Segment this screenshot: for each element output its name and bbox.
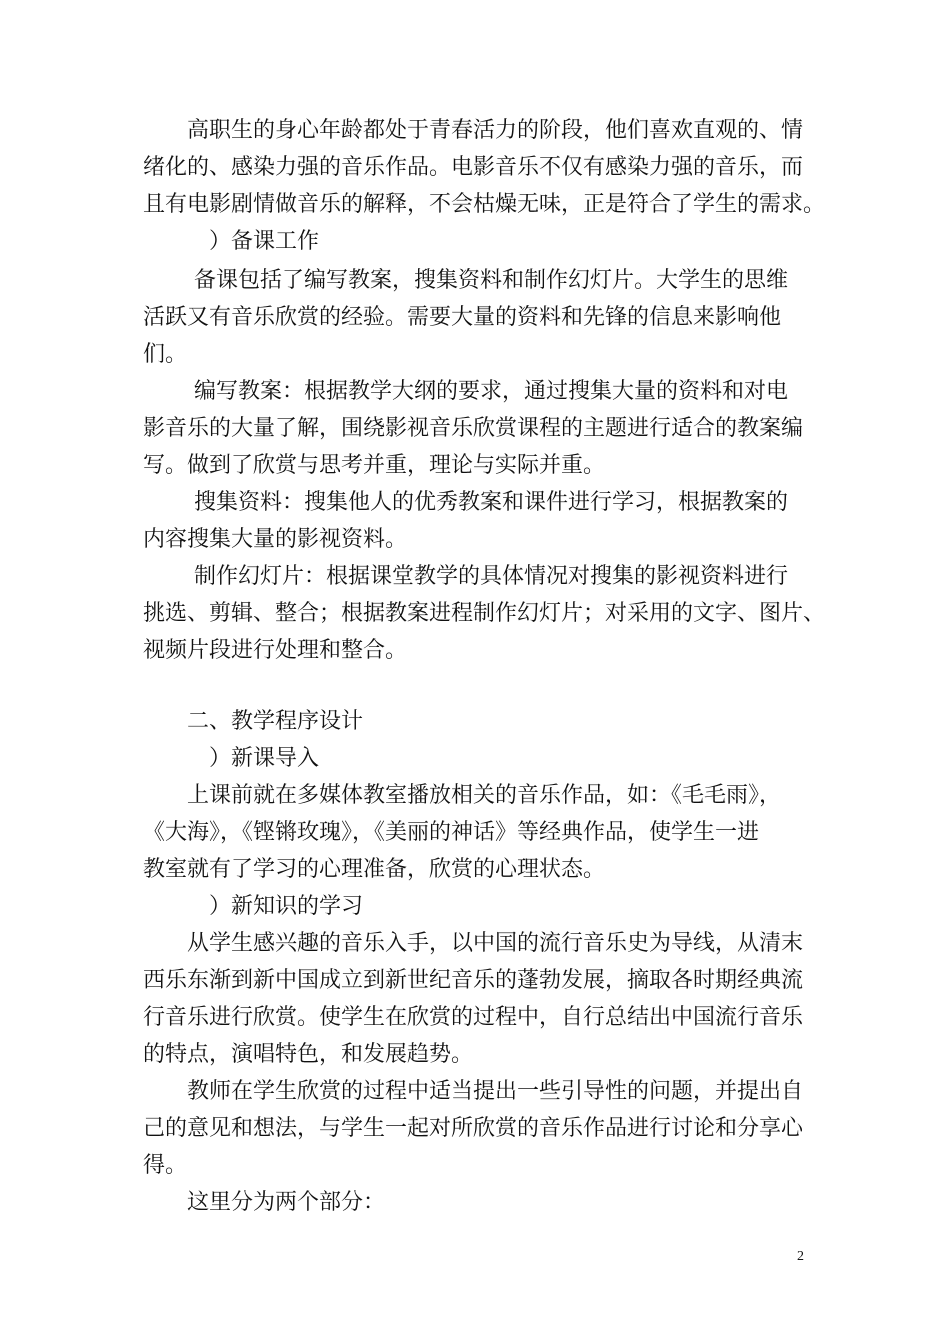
text-line: 教师在学生欣赏的过程中适当提出一些引导性的问题，并提出自 <box>143 1079 804 1104</box>
text-line: 西乐东渐到新中国成立到新世纪音乐的蓬勃发展，摘取各时期经典流 <box>143 968 804 993</box>
text-line: 内容搜集大量的影视资料。 <box>143 527 408 552</box>
text-line: 活跃又有音乐欣赏的经验。需要大量的资料和先锋的信息来影响他 <box>143 305 782 330</box>
text-line: 的特点，演唱特色，和发展趋势。 <box>143 1042 474 1067</box>
text-line: 挑选、剪辑、整合；根据教案进程制作幻灯片；对采用的文字、图片、 <box>143 601 826 626</box>
text-line: 们。 <box>143 342 188 367</box>
page-number: 2 <box>797 1249 804 1264</box>
text-line: 绪化的、感染力强的音乐作品。电影音乐不仅有感染力强的音乐，而 <box>143 155 804 180</box>
text-line: 备课包括了编写教案，搜集资料和制作幻灯片。大学生的思维 <box>143 268 788 293</box>
paragraph-two-parts: 这里分为两个部分： <box>143 1190 386 1215</box>
text-line: 视频片段进行处理和整合。 <box>143 638 408 663</box>
text-line: 行音乐进行欣赏。使学生在欣赏的过程中，自行总结出中国流行音乐 <box>143 1005 804 1030</box>
text-line: 教室就有了学习的心理准备，欣赏的心理状态。 <box>143 857 606 882</box>
text-line: 高职生的身心年龄都处于青春活力的阶段，他们喜欢直观的、情 <box>143 118 804 143</box>
text-line: 己的意见和想法，与学生一起对所欣赏的音乐作品进行讨论和分享心 <box>143 1116 804 1141</box>
text-line: 制作幻灯片：根据课堂教学的具体情况对搜集的影视资料进行 <box>143 564 788 589</box>
section-heading-teaching-procedure: 二、教学程序设计 <box>143 709 364 734</box>
text-line: 写。做到了欣赏与思考并重，理论与实际并重。 <box>143 453 606 478</box>
text-line: 搜集资料：搜集他人的优秀教案和课件进行学习，根据教案的 <box>143 490 788 515</box>
section-heading-lesson-prep: ）备课工作 <box>143 229 320 254</box>
text-line: 从学生感兴趣的音乐入手，以中国的流行音乐史为导线，从清末 <box>143 931 804 956</box>
text-line: 《大海》，《铿锵玫瑰》，《美丽的神话》等经典作品，使学生一进 <box>143 820 760 845</box>
text-line: 上课前就在多媒体教室播放相关的音乐作品，如：《毛毛雨》， <box>143 783 782 808</box>
text-line: 影音乐的大量了解，围绕影视音乐欣赏课程的主题进行适合的教案编 <box>143 416 804 441</box>
text-line: 编写教案：根据教学大纲的要求，通过搜集大量的资料和对电 <box>143 379 788 404</box>
subsection-heading-new-knowledge: ）新知识的学习 <box>143 894 364 919</box>
subsection-heading-new-lesson-intro: ）新课导入 <box>143 746 320 771</box>
text-line: 得。 <box>143 1153 188 1178</box>
text-line: 且有电影剧情做音乐的解释，不会枯燥无味，正是符合了学生的需求。 <box>143 192 826 217</box>
